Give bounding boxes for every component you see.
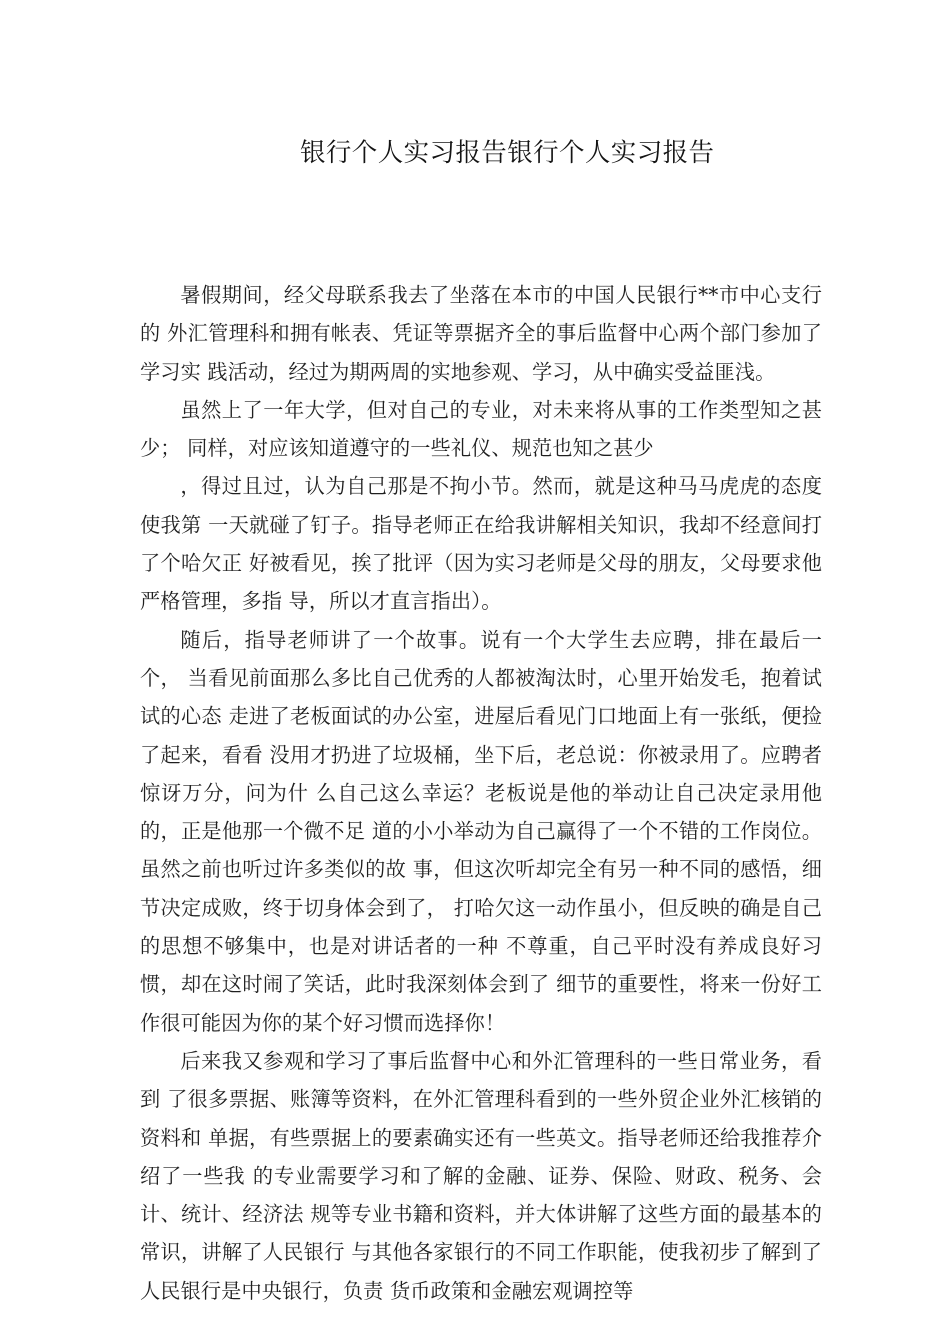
paragraph-4: 随后，指导老师讲了一个故事。说有一个大学生去应聘，排在最后一个， 当看见前面那么多比自己优秀的人都被淘汰时，心里开始发毛，抱着试试的心态 走进了老板面试的办公室，进屋后看见门口地面上有一张纸，便捡了起来，看看 没用才扔进了垃圾桶，坐下后，老总说：你被录用了。应聘者惊讶万分，问为什 么自己这么幸运？老板说是他的举动让自己决定录用他的，正是他那一个微不足 道的小小举动为自己赢得了一个不错的工作岗位。虽然之前也听过许多类似的故 事，但这次听却完全有另一种不同的感悟，细节决定成败，终于切身体会到了， 打哈欠这一动作虽小，但反映的确是自己的思想不够集中，也是对讲话者的一种 不尊重，自己平时没有养成良好习惯，却在这时闹了笑话，此时我深刻体会到了 细节的重要性，将来一份好工作很可能因为你的某个好习惯而选择你！ <box>140 627 822 1035</box>
document-paragraphs <box>140 276 822 1310</box>
paragraph-5: 后来我又参观和学习了事后监督中心和外汇管理科的一些日常业务，看到 了很多票据、账簿等资料，在外汇管理科看到的一些外贸企业外汇核销的资料和 单据，有些票据上的要素确实还有一些英文。指导老师还给我推荐介绍了一些我 的专业需要学习和了解的金融、证券、保险、财政、税务、会计、统计、经济法 规等专业书籍和资料，并大体讲解了这些方面的最基本的常识，讲解了人民银行 与其他各家银行的不同工作职能，使我初步了解到了人民银行是中央银行，负责 货币政策和金融宏观调控等 <box>140 1048 822 1303</box>
paragraph-1: 暑假期间，经父母联系我去了坐落在本市的中国人民银行**市中心支行的 外汇管理科和拥有帐表、凭证等票据齐全的事后监督中心两个部门参加了学习实 践活动，经过为期两周的实地参观、学习，从中确实受益匪浅。 <box>140 283 822 384</box>
paragraph-3: ，得过且过，认为自己那是不拘小节。然而，就是这种马马虎虎的态度使我第 一天就碰了钉子。指导老师正在给我讲解相关知识，我却不经意间打了个哈欠正 好被看见，挨了批评（因为实习老师是父母的朋友，父母要求他严格管理，多指 导，所以才直言指出）。 <box>140 474 822 614</box>
paragraph-2: 虽然上了一年大学，但对自己的专业，对未来将从事的工作类型知之甚少； 同样，对应该知道遵守的一些礼仪、规范也知之甚少 <box>140 397 822 461</box>
page-title: 银行个人实习报告银行个人实习报告 <box>300 138 715 168</box>
